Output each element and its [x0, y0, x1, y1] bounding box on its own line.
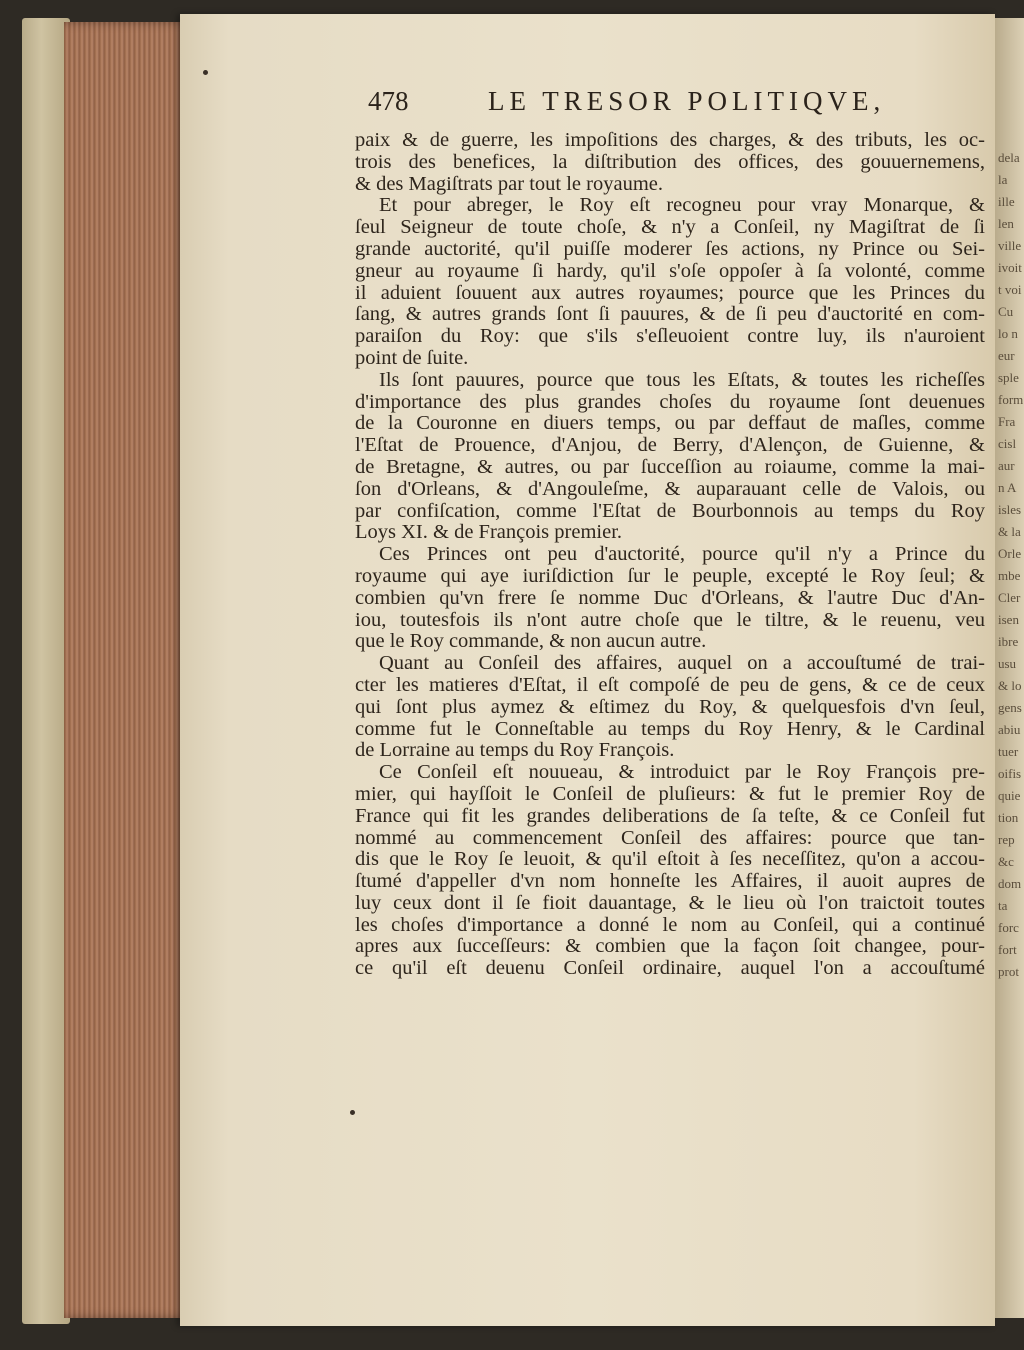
text-line: apres aux ſucceſſeurs: & combien que la façon ſoit changee, pour-: [355, 936, 985, 958]
facing-page-fragment: dela: [998, 150, 1020, 165]
facing-page-fragment: & lo: [998, 678, 1022, 693]
facing-page-fragment: forc: [998, 920, 1019, 935]
facing-page-fragment: Orle: [998, 546, 1022, 561]
facing-page-fragment: Fra: [998, 414, 1016, 429]
facing-page-fragment: Cu: [998, 304, 1014, 319]
text-line: ſtumé d'appeller d'vn nom honneſte les Affaires, il auoit aupres de: [355, 871, 985, 893]
facing-page-fragment: tuer: [998, 744, 1019, 759]
facing-page-strip: [995, 18, 1024, 1318]
text-line: ce qu'il eſt deuenu Conſeil ordinaire, auquel l'on a accouſtumé: [355, 958, 985, 980]
facing-page-fragment: ibre: [998, 634, 1019, 649]
running-title: LE TRESOR POLITIQVE,: [488, 86, 886, 116]
facing-page-fragment: Cler: [998, 590, 1021, 605]
facing-page-fragment: oifis: [998, 766, 1022, 781]
facing-page-fragment: ille: [998, 194, 1015, 209]
text-line: comme fut le Conneſtable au temps du Roy Henry, & le Cardinal: [355, 718, 985, 740]
text-line: de Lorraine au temps du Roy François.: [355, 740, 675, 762]
text-line: Quant au Conſeil des affaires, auquel on a accouſtumé de trai-: [379, 653, 985, 675]
ink-speck: [350, 1110, 355, 1115]
facing-page-fragment: isen: [998, 612, 1019, 627]
text-line: les choſes d'importance a donné le nom au Conſeil, qui a continué: [355, 914, 985, 936]
facing-page-fragment: tion: [998, 810, 1019, 825]
facing-page-fragment: len: [998, 216, 1014, 231]
text-line: iou, toutesfois ils n'ont autre choſe que le tiltre, & le reuenu, veu: [355, 609, 985, 631]
facing-page-fragment: abiu: [998, 722, 1021, 737]
facing-page-fragment: mbe: [998, 568, 1021, 583]
text-line: & des Magiſtrats par tout le royaume.: [355, 173, 663, 195]
facing-page-fragment: la: [998, 172, 1008, 187]
text-line: Ce Conſeil eſt nouueau, & introduict par le Roy François pre-: [379, 762, 985, 784]
facing-page-fragment: sple: [998, 370, 1019, 385]
facing-page-fragment: prot: [998, 964, 1019, 979]
text-line: ſang, & autres grands ſont ſi pauures, & de ſi peu d'auctorité en com-: [355, 304, 985, 326]
text-line: gneur au royaume ſi hardy, qu'il s'oſe oppoſer à ſa volonté, comme: [355, 260, 985, 282]
running-head: [368, 86, 928, 122]
facing-page-fragment: cisl: [998, 436, 1017, 451]
text-line: Loys XI. & de François premier.: [355, 522, 623, 544]
facing-page-fragment: lo n: [998, 326, 1018, 341]
facing-page-fragment: ville: [998, 238, 1022, 253]
book-cover-edge: [22, 18, 70, 1324]
text-line: dis que le Roy ſe leuoit, & qu'il eſtoit à ſes neceſſitez, qu'on a accou-: [355, 849, 985, 871]
facing-page-fragment: isles: [998, 502, 1022, 517]
text-line: de la Couronne en diuers temps, ou par deffaut de maſles, comme: [355, 413, 985, 435]
text-line: il aduient ſouuent aux autres royaumes; pource que les Princes du: [355, 282, 985, 304]
text-line: d'importance des plus grandes choſes du royaume ſont deuenues: [355, 391, 985, 413]
text-line: trois des benefices, la diſtribution des offices, des gouuernemens,: [355, 151, 985, 173]
text-line: nommé au commencement Conſeil des affaires: pource que tan-: [355, 827, 985, 849]
facing-page-fragment: n A: [998, 480, 1017, 495]
body-text: [355, 130, 985, 980]
text-line: qui ſont plus aymez & eſtimez du Roy, & quelquesfois d'vn ſeul,: [355, 696, 985, 718]
facing-page-fragment: aur: [998, 458, 1015, 473]
text-line: royaume qui aye iuriſdiction ſur le peuple, excepté le Roy ſeul; &: [355, 565, 985, 587]
facing-page-fragment: &c: [998, 854, 1014, 869]
text-line: ſeul Seigneur de toute choſe, & n'y a Conſeil, ny Magiſtrat de ſi: [355, 217, 985, 239]
facing-page-fragment: ta: [998, 898, 1008, 913]
ink-speck: [203, 70, 208, 75]
text-line: France qui fit les grandes deliberations de ſa teſte, & ce Conſeil fut: [355, 805, 985, 827]
facing-page-fragment: quie: [998, 788, 1021, 803]
text-line: ſon d'Orleans, & d'Angouleſme, & auparauant celle de Valois, ou: [355, 478, 985, 500]
facing-page-fragment: form: [998, 392, 1024, 407]
facing-page-fragment: & la: [998, 524, 1021, 539]
text-line: mier, qui hayſſoit le Conſeil de pluſieurs: & fut le premier Roy de: [355, 783, 985, 805]
text-line: combien qu'vn frere ſe nomme Duc d'Orleans, & l'autre Duc d'An-: [355, 587, 985, 609]
facing-page-fragment: rep: [998, 832, 1015, 847]
text-line: paraiſon du Roy: que s'ils s'eſleuoient contre luy, ils n'auroient: [355, 326, 985, 348]
text-line: luy ceux dont il ſe fioit dauantage, & le lieu où l'on traictoit toutes: [355, 892, 985, 914]
text-line: point de ſuite.: [355, 347, 469, 369]
facing-page-fragment: gens: [998, 700, 1022, 715]
text-line: Ces Princes ont peu d'auctorité, pource qu'il n'y a Prince du: [379, 544, 985, 566]
page-number: 478: [368, 86, 409, 116]
text-line: grande auctorité, qu'il puiſſe moderer ſes actions, ny Prince ou Sei-: [355, 238, 985, 260]
text-line: l'Eſtat de Prouence, d'Anjou, de Berry, d'Alençon, de Guienne, &: [355, 435, 985, 457]
text-line: que le Roy commande, & non aucun autre.: [355, 631, 707, 653]
page-edges: [64, 22, 190, 1318]
facing-page-fragment: t voi: [998, 282, 1022, 297]
text-line: Et pour abreger, le Roy eſt recogneu pour vray Monarque, &: [379, 195, 985, 217]
text-line: par confiſcation, comme l'Eſtat de Bourbonnois au temps du Roy: [355, 500, 985, 522]
text-line: de Bretagne, & autres, ou par ſucceſſion au roiaume, comme la mai-: [355, 456, 985, 478]
facing-page-fragment: fort: [998, 942, 1017, 957]
text-line: Ils ſont pauures, pource que tous les Eſtats, & toutes les richeſſes: [379, 369, 985, 391]
text-line: cter les matieres d'Eſtat, il eſt compoſé de peu de gens, & ce de ceux: [355, 674, 985, 696]
facing-page-fragment: eur: [998, 348, 1015, 363]
facing-page-fragment: usu: [998, 656, 1017, 671]
facing-page-fragment: ivoit: [998, 260, 1022, 275]
text-line: paix & de guerre, les impoſitions des charges, & des tributs, les oc-: [355, 130, 985, 151]
facing-page-fragment: dom: [998, 876, 1022, 891]
